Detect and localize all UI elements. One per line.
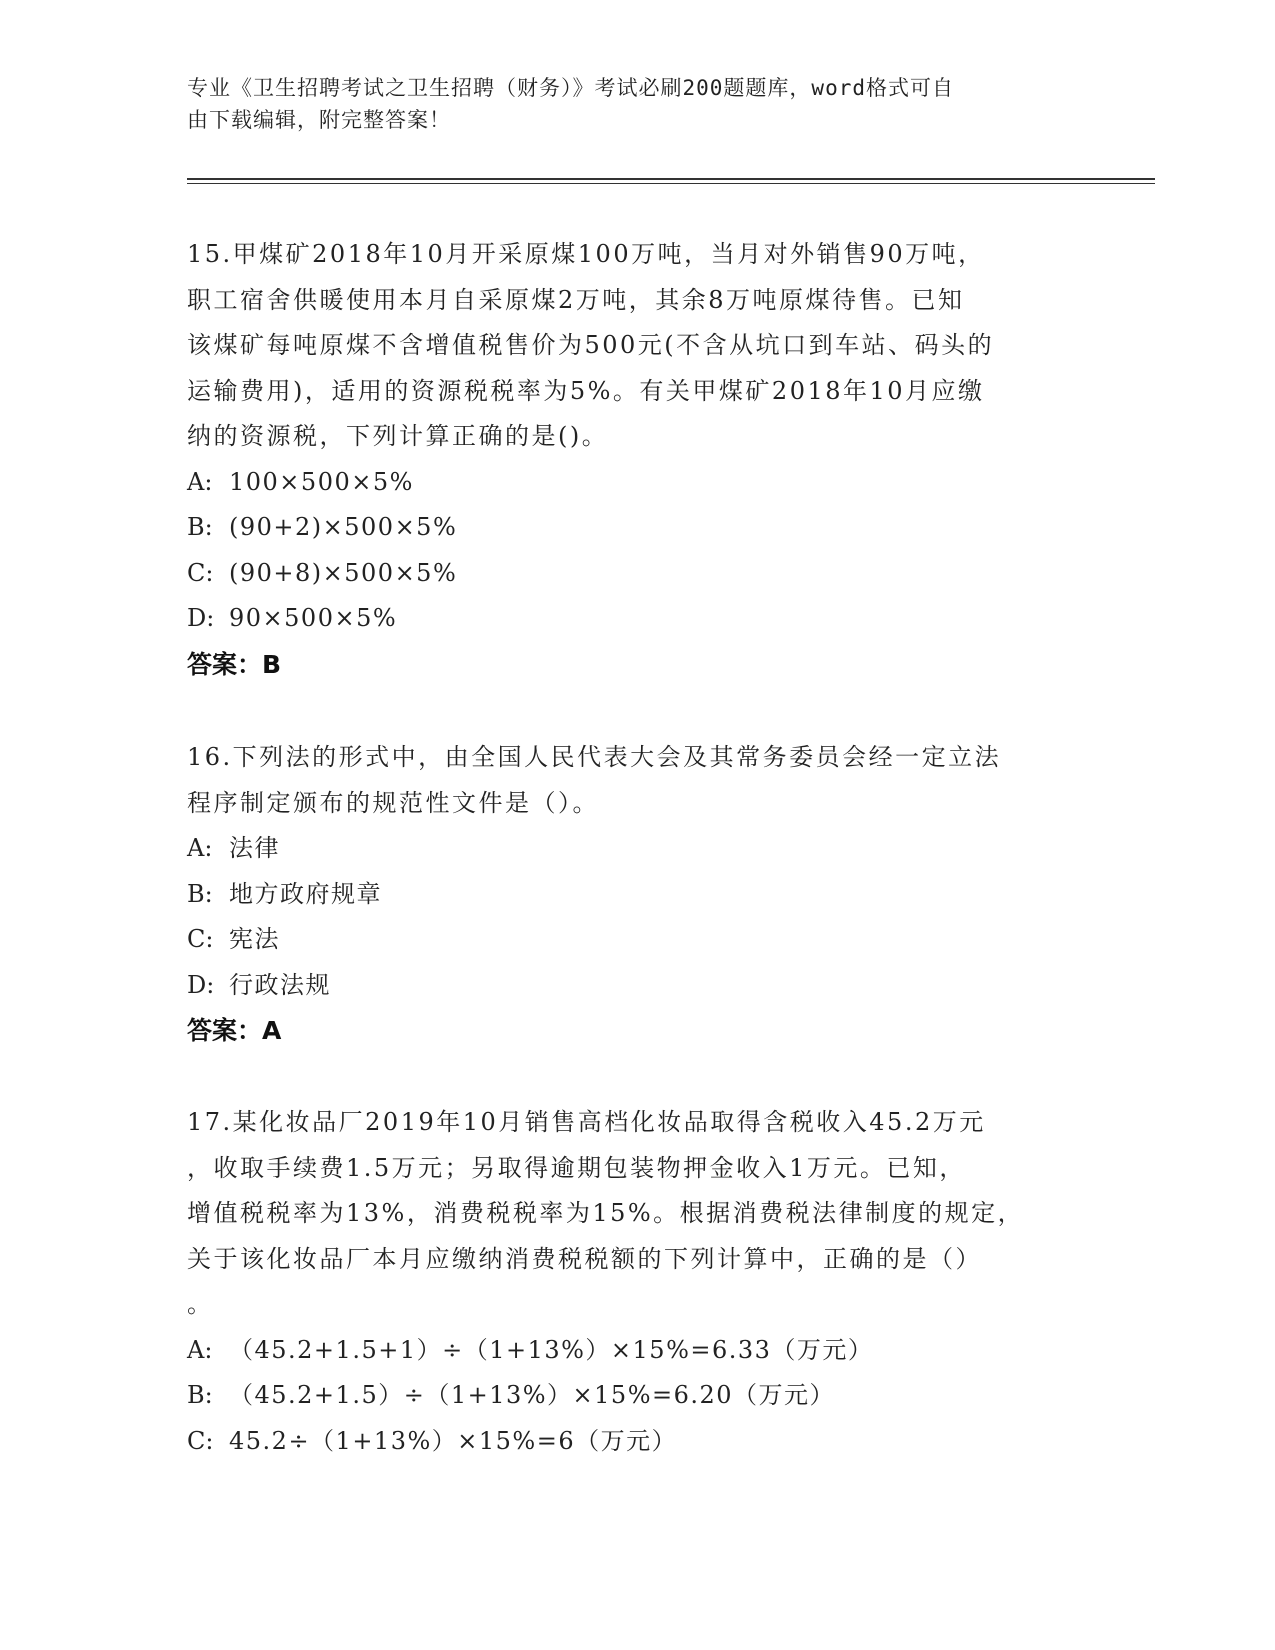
option-d	[187, 596, 1077, 642]
option-a	[187, 826, 1077, 872]
question-stem-line: 该煤矿每吨原煤不含增值税售价为500元(不含从坑口到车站、码头的	[187, 331, 995, 359]
question-stem-line: 程序制定颁布的规范性文件是（）。	[187, 788, 599, 817]
option-b	[187, 872, 1077, 918]
question-stem-line: 关于该化妆品厂本月应缴纳消费税税额的下列计算中，正确的是（）	[187, 1244, 982, 1273]
question-stem-line: 17.某化妆品厂2019年10月销售高档化妆品取得含税收入45.2万元	[187, 1108, 986, 1136]
option-a	[187, 460, 1077, 506]
option-label: B:	[187, 513, 213, 541]
option-text: 宪法	[229, 925, 280, 953]
question-stem-line: 15.甲煤矿2018年10月开采原煤100万吨，当月对外销售90万吨，	[187, 240, 985, 268]
question-16	[187, 735, 1077, 1054]
option-label: D:	[187, 970, 215, 999]
question-stem-line: 职工宿舍供暖使用本月自采原煤2万吨，其余8万吨原煤待售。已知	[187, 285, 965, 314]
option-text: 100×500×5%	[229, 467, 414, 496]
question-stem-line: ，收取手续费1.5万元；另取得逾期包装物押金收入1万元。已知，	[187, 1153, 966, 1182]
option-label: A:	[187, 1335, 213, 1364]
header-divider-thin	[187, 183, 1155, 184]
answer-line: 答案：A	[187, 1016, 282, 1045]
header-divider	[187, 178, 1155, 180]
question-stem-line: 16.下列法的形式中，由全国人民代表大会及其常务委员会经一定立法	[187, 743, 1002, 771]
option-text: 45.2÷（1+13%）×15%=6（万元）	[229, 1426, 678, 1455]
option-text: 90×500×5%	[229, 604, 398, 632]
question-stem-line: 运输费用)，适用的资源税税率为5%。有关甲煤矿2018年10月应缴	[187, 376, 985, 405]
option-text: 行政法规	[229, 970, 331, 999]
option-b	[187, 505, 1077, 551]
option-label: D:	[187, 604, 215, 632]
question-stem-line: 增值税税率为13%，消费税税率为15%。根据消费税法律制度的规定，	[187, 1199, 1025, 1227]
option-label: B:	[187, 1381, 213, 1409]
question-stem-line: 纳的资源税，下列计算正确的是()。	[187, 422, 609, 450]
option-d	[187, 963, 1077, 1009]
option-label: B:	[187, 879, 213, 908]
option-label: A:	[187, 467, 213, 496]
document-header	[187, 72, 1077, 136]
option-a	[187, 1328, 1077, 1374]
header-line: 专业《卫生招聘考试之卫生招聘（财务）》考试必刷200题题库，word格式可自	[187, 76, 954, 100]
option-c	[187, 917, 1077, 963]
header-line: 由下载编辑，附完整答案！	[187, 108, 451, 132]
option-text: （45.2+1.5）÷（1+13%）×15%=6.20（万元）	[229, 1381, 836, 1409]
option-c	[187, 1419, 1077, 1465]
option-text: (90+8)×500×5%	[229, 558, 458, 587]
option-text: 法律	[229, 834, 280, 862]
option-label: C:	[187, 1426, 214, 1455]
question-stem-line: 。	[187, 1290, 214, 1318]
option-label: C:	[187, 925, 214, 953]
option-label: C:	[187, 558, 214, 587]
question-17	[187, 1100, 1077, 1464]
answer-line: 答案：B	[187, 649, 282, 679]
option-text: 地方政府规章	[229, 879, 382, 908]
option-c	[187, 551, 1077, 597]
option-text: (90+2)×500×5%	[229, 513, 458, 541]
question-15	[187, 232, 1077, 687]
option-text: （45.2+1.5+1）÷（1+13%）×15%=6.33（万元）	[229, 1335, 874, 1364]
option-label: A:	[187, 834, 213, 862]
option-b	[187, 1373, 1077, 1419]
